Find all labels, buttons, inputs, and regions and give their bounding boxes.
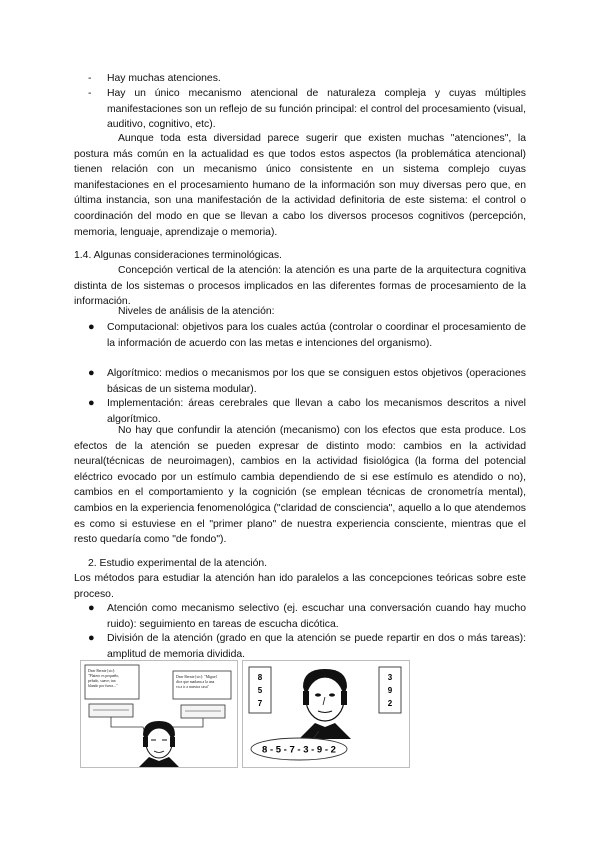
listener-head [139, 721, 179, 767]
digit: 9 [387, 686, 393, 695]
subject-head [299, 669, 351, 739]
digit: 2 [387, 699, 393, 708]
tape-left [89, 704, 133, 717]
bullet-text: Implementación: áreas cerebrales que llevan a cabo los mecanismos descritos a nivel algorítmico. [107, 398, 526, 425]
digit: 8 [257, 673, 263, 682]
dichotic-listening-figure [80, 660, 238, 768]
tape-right [181, 705, 225, 718]
section-heading: 1.4. Algunas consideraciones terminológicas. [74, 250, 282, 261]
memory-span-figure [242, 660, 410, 768]
bullet-text: Algorítmico: medios o mecanismos por los que se consiguen estos objetivos (operaciones básicas de un sistema modular). [107, 368, 526, 395]
bullet-marker: ● [88, 602, 95, 614]
dichotic-illustration [81, 661, 237, 767]
sequence-text: 8 - 5 - 7 - 3 - 9 - 2 [262, 744, 336, 756]
bullet-text: División de la atención (grado en que la atención se puede repartir en dos o más tareas): amplitud de memoria dividida. [107, 633, 526, 660]
memory-span-illustration [243, 661, 409, 767]
bullet-item [88, 601, 526, 632]
paragraph: No hay que confundir la atención (mecanismo) con los efectos que esta produce. Los efectos de la atención se pueden expresar de distinto modo: cambios en la actividad neural(técnicas de neuroimagen), cambios en la actividad fisiológica (la forma del potencial eléctrico evocado por un estímulo cambia dependiendo de si ese estímulo es atendido o no), cambios en el comportamiento y la cognición (se emplean técnicas de cronometría mental), cambios en la experiencia fenomenológica ("claridad de consciencia", aquello a lo que atendemos es como si estuviese en el "primer plano" de nuestra experiencia consciente, mientras que el resto quedaría como "de fondo"). [74, 425, 526, 546]
digit: 7 [257, 699, 263, 708]
dash-item-text: Hay un único mecanismo atencional de naturaleza compleja y cuyas múltiples manifestaciones son un reflejo de su función principal: el control del procesamiento (visual, auditivo, cognitivo, etc). [107, 88, 526, 131]
bullet-text: Computacional: objetivos para los cuales actúa (controlar o coordinar el procesamiento de la información de acuerdo con las metas e intenciones del organismo). [107, 322, 526, 349]
paragraph: Los métodos para estudiar la atención han ido paralelos a las concepciones teóricas sobre este proceso. [74, 573, 526, 600]
paragraph: Aunque toda esta diversidad parece sugerir que existen muchas "atenciones", la postura más común en la actualidad es que todos estos aspectos (la problemática atencional) tienen relación con un mecanismo único consistente en un sistema complejo cuyas manifestaciones en el procesamiento humano de la información son muy diversas pero que, en última instancia, son una manifestación de la actividad definitoria de este sistema: el control o coordinación del modo en que se llevan a cabo los diversos procesos cognitivos (percepción, memoria, lenguaje, aprendizaje o memoria). [74, 133, 526, 238]
dash-item [88, 71, 526, 87]
bubble-right-text: Dear Bernie [sic]: "Miguel dice que mañana a la una va a ir a nuestra casa" [176, 675, 217, 689]
bullet-text: Atención como mecanismo selectivo (ej. escuchar una conversación cuando hay mucho ruido): seguimiento en tareas de escucha dicótica. [107, 603, 526, 630]
bullet-item [88, 631, 526, 662]
bullet-marker: ● [88, 397, 95, 409]
levels-title: Niveles de análisis de la atención: [118, 306, 275, 317]
dash-item-text: Hay muchas atenciones. [107, 73, 221, 84]
section-heading: 2. Estudio experimental de la atención. [88, 558, 268, 569]
digit: 3 [387, 673, 393, 682]
bubble-left-text: Dear Bernie [sic]: "Platero es pequeño, peludo, suave; tan blando por fuera..." [88, 669, 120, 688]
dash-item [88, 86, 526, 133]
bullet-item [88, 320, 526, 351]
dash-marker: - [88, 88, 92, 99]
bullet-item [88, 366, 526, 397]
digit: 5 [257, 686, 263, 695]
bullet-marker: ● [88, 367, 95, 379]
bullet-marker: ● [88, 632, 95, 644]
paragraph: Concepción vertical de la atención: la atención es una parte de la arquitectura cognitiva distinta de los sistemas o procesos implicados en las diferentes formas de procesamiento de la información. [74, 265, 526, 308]
bullet-marker: ● [88, 321, 95, 333]
dash-marker: - [88, 73, 92, 84]
